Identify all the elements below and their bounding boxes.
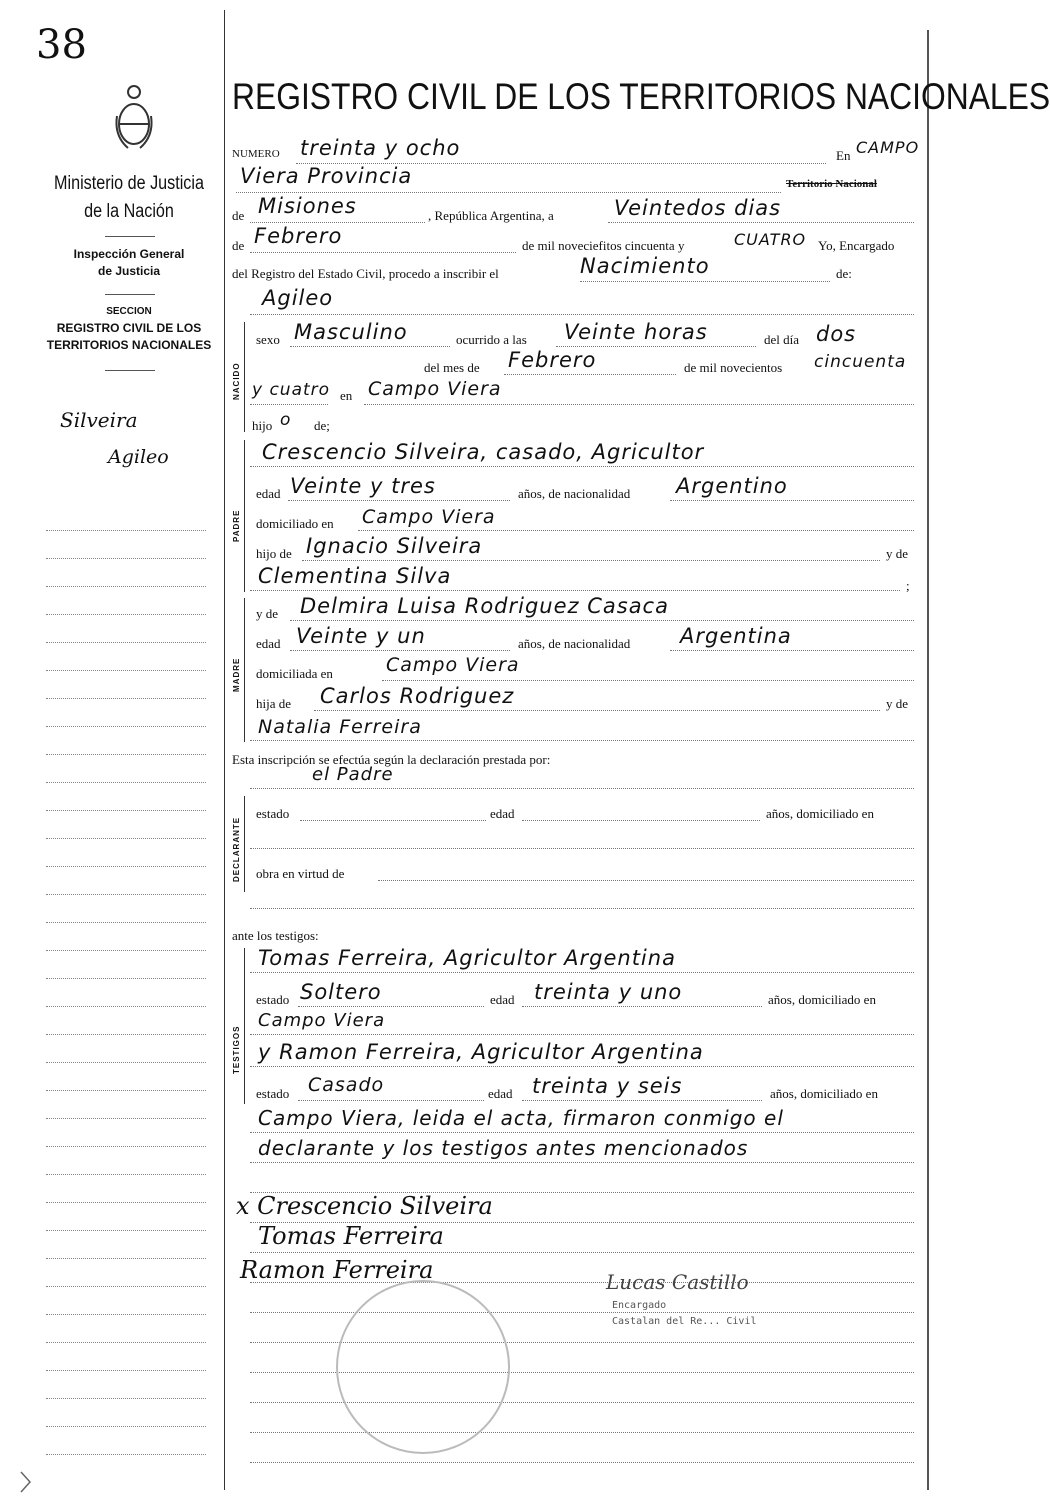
en-label: En (836, 148, 851, 163)
divider (105, 370, 155, 371)
y-de-label: y de (886, 546, 909, 561)
del-mes-label: del mes de (424, 360, 480, 375)
abuelo-m-value: Carlos Rodriguez (320, 684, 515, 708)
section-bracket (244, 948, 245, 1104)
field-line (250, 222, 425, 223)
field-line (250, 972, 914, 973)
field-line (556, 346, 756, 347)
territorio-label: Territorio Nacional (786, 178, 877, 190)
field-line (250, 788, 914, 789)
nac-madre-value: Argentina (680, 624, 792, 648)
anos-nac-label: años, de nacionalidad (518, 486, 631, 501)
domiciliada-label: domiciliada en (256, 666, 333, 681)
section-madre: MADRE (232, 657, 241, 692)
edad-label: edad (256, 486, 281, 501)
fecha-value: Veintedos dias (614, 196, 782, 220)
ministry-name (53, 170, 204, 226)
madre-value: Delmira Luisa Rodriguez Casaca (300, 594, 669, 618)
hijo-de-label: hijo de (256, 546, 292, 561)
field-line (670, 650, 914, 651)
mes-value: Febrero (254, 224, 343, 248)
field-line (250, 908, 914, 909)
y-de2-label: y de (256, 606, 279, 621)
testigo2-value: y Ramon Ferreira, Agricultor Argentina (258, 1040, 704, 1064)
anos-dom2-label: años, domiciliado en (768, 992, 876, 1007)
field-line (378, 880, 914, 881)
sexo-label: sexo (256, 332, 280, 347)
nac-padre-value: Argentino (676, 474, 788, 498)
numero-value: treinta y ocho (300, 136, 461, 160)
field-line (250, 404, 328, 405)
de-label: de: (836, 266, 852, 281)
en-value: CAMPO (856, 138, 920, 157)
de-mil2-label: de mil novecientos (684, 360, 783, 375)
de-label: de (232, 238, 245, 253)
hijo-label: hijo (252, 418, 273, 433)
dom-t2b-value: declarante y los testigos antes mencionados (258, 1136, 749, 1160)
anio3-value: y cuatro (252, 380, 331, 400)
field-line (504, 374, 676, 375)
field-line (250, 848, 914, 849)
field-line (522, 1006, 762, 1007)
field-line (288, 500, 510, 501)
signature-registrar: Lucas Castillo (606, 1270, 749, 1294)
de-mil-label: de mil noveciefitos cincuenta y (522, 238, 685, 253)
dom-padre-value: Campo Viera (362, 506, 496, 528)
field-line (236, 192, 781, 193)
field-line (250, 1132, 914, 1133)
edad2-label: edad (256, 636, 281, 651)
section-bracket (244, 598, 245, 742)
numero-label: NUMERO (232, 148, 280, 160)
field-line (250, 590, 900, 591)
declarante-value: el Padre (312, 764, 394, 785)
field-line (522, 820, 760, 821)
ministry-line: Ministerio de Justicia (54, 173, 204, 194)
ministry-line: de la Nación (84, 201, 174, 222)
field-line (608, 222, 914, 223)
section-nacido: NACIDO (232, 362, 241, 400)
abuelo-value: Ignacio Silveira (306, 534, 483, 558)
y-de3-label: y de (886, 696, 909, 711)
field-line (250, 740, 914, 741)
field-line (290, 346, 450, 347)
de-label: de (232, 208, 245, 223)
section-name (40, 303, 218, 354)
esta-inscripcion-label: Esta inscripción se efectúa según la declaración prestada por: (232, 752, 551, 767)
testigo1-value: Tomas Ferreira, Agricultor Argentina (258, 946, 676, 970)
anos-dom3-label: años, domiciliado en (770, 1086, 878, 1101)
section-bracket (244, 796, 245, 892)
hora-value: Veinte horas (564, 320, 708, 344)
field-line (358, 530, 914, 531)
anio2-value: cincuenta (814, 352, 907, 372)
estado2-label: estado (256, 992, 290, 1007)
del-registro-label: del Registro del Estado Civil, procedo a inscribir el (232, 266, 499, 281)
divider (105, 236, 155, 237)
field-line (250, 1162, 914, 1163)
en-label: en (340, 388, 353, 403)
field-line (290, 650, 510, 651)
field-line (250, 466, 914, 467)
inspection-name (40, 246, 218, 280)
signature-witness-2: Ramon Ferreira (240, 1256, 434, 1284)
estado-t2-value: Casado (308, 1074, 385, 1096)
ministry-line: REGISTRO CIVIL DE LOS (56, 321, 202, 335)
page-title: REGISTRO CIVIL DE LOS TERRITORIOS NACIONALES (232, 76, 1050, 117)
obra-label: obra en virtud de (256, 866, 345, 881)
section-bracket (244, 440, 245, 592)
field-line (250, 1066, 914, 1067)
section-testigos: TESTIGOS (232, 1025, 241, 1074)
margin-divider (224, 10, 225, 1490)
field-line (250, 1034, 914, 1035)
coat-of-arms-icon (112, 76, 156, 156)
ministry-line: de Justicia (97, 264, 161, 278)
dom-t1-value: Campo Viera (258, 1010, 386, 1031)
place-value: Viera Provincia (240, 164, 413, 188)
lugar-value: Campo Viera (368, 378, 502, 400)
semicolon: ; (906, 578, 910, 593)
ministry-line: SECCION (106, 306, 152, 317)
field-line (382, 680, 914, 681)
field-line (298, 1006, 484, 1007)
section-bracket (244, 322, 245, 432)
edad-padre-value: Veinte y tres (290, 474, 436, 498)
dom-madre-value: Campo Viera (386, 654, 520, 676)
sexo-value: Masculino (294, 320, 408, 344)
estado-label: estado (256, 806, 290, 821)
signature-father: x Crescencio Silveira (236, 1192, 493, 1220)
domiciliado-label: domiciliado en (256, 516, 334, 531)
chevron-right-icon (18, 1470, 34, 1494)
nombre-value: Agileo (262, 286, 334, 310)
official-seal-icon (336, 1280, 510, 1454)
field-line (298, 1100, 484, 1101)
section-declarante: DECLARANTE (232, 816, 241, 882)
ministry-line: TERRITORIOS NACIONALES (46, 338, 212, 352)
field-line (314, 710, 880, 711)
field-line (670, 500, 914, 501)
provincia-value: Misiones (258, 194, 357, 218)
signature-witness-1: Tomas Ferreira (258, 1222, 444, 1250)
field-line (522, 1100, 762, 1101)
hija-de-label: hija de (256, 696, 292, 711)
ministry-line: Inspección General (73, 247, 185, 261)
edad5-label: edad (488, 1086, 513, 1101)
dom-t2-value: Campo Viera, leida el acta, firmaron conmigo el (258, 1106, 784, 1130)
field-line (364, 404, 914, 405)
divider (105, 294, 155, 295)
padre-value: Crescencio Silveira, casado, Agricultor (262, 440, 705, 464)
abuela-m-value: Natalia Ferreira (258, 716, 422, 738)
field-line (250, 252, 516, 253)
yo-label: Yo, Encargado (818, 238, 895, 253)
estado-t1-value: Soltero (300, 980, 382, 1004)
ante-label: ante los testigos: (232, 928, 319, 943)
anos-nac2-label: años, de nacionalidad (518, 636, 631, 651)
field-line (300, 820, 486, 821)
anio-value: CUATRO (734, 230, 807, 249)
ocurrido-label: ocurrido a las (456, 332, 527, 347)
mes2-value: Febrero (508, 348, 597, 372)
stamp-line-1: Encargado (612, 1300, 667, 1311)
abuela-value: Clementina Silva (258, 564, 452, 588)
edad3-label: edad (490, 806, 515, 821)
section-padre: PADRE (232, 509, 241, 542)
margin-note-name: Agileo (108, 446, 169, 468)
page-number: 38 (36, 22, 87, 68)
field-line (250, 314, 914, 315)
edad-madre-value: Veinte y un (296, 624, 426, 648)
stamp-line-2: Castalan del Re... Civil (612, 1316, 757, 1327)
hijo-value: o (280, 410, 292, 430)
field-line (302, 560, 880, 561)
field-line (580, 281, 830, 282)
anos-dom-label: años, domiciliado en (766, 806, 874, 821)
field-line (290, 620, 914, 621)
de-label: de; (314, 418, 330, 433)
dia-value: dos (816, 322, 857, 346)
edad-t1-value: treinta y uno (534, 980, 683, 1004)
right-border (927, 30, 929, 1490)
acto-value: Nacimiento (580, 254, 710, 278)
margin-note-surname: Silveira (60, 408, 138, 432)
del-dia-label: del día (764, 332, 800, 347)
edad-t2-value: treinta y seis (532, 1074, 683, 1098)
republica-label: , República Argentina, a (428, 208, 554, 223)
edad4-label: edad (490, 992, 515, 1007)
estado3-label: estado (256, 1086, 290, 1101)
